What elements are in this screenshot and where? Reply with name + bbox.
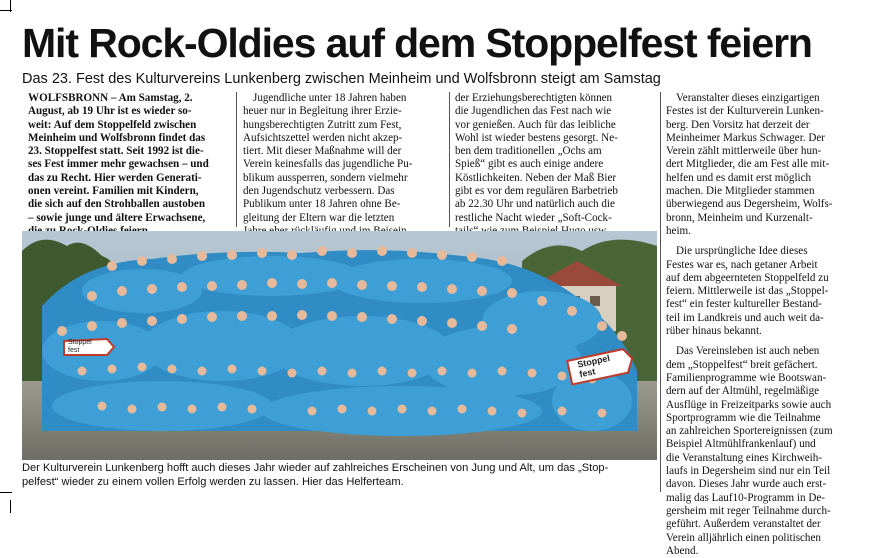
- col3-line: Wohl ist wieder bestens gesorgt. Ne-: [455, 131, 618, 144]
- col4-paragraph-2: [666, 245, 880, 338]
- col1-line: – sowie junge und ältere Erwachsene,: [28, 211, 206, 224]
- subheadline: Das 23. Fest des Kulturvereins Lunkenberg zwischen Meinheim und Wolfsbronn steigt am Samstag: [22, 71, 661, 87]
- column-1-lead: [28, 92, 228, 238]
- col3-line: Köstlichkeiten. Neben der Maß Bier: [455, 171, 617, 184]
- headline: Mit Rock-Oldies auf dem Stoppelfest feiern: [22, 20, 812, 66]
- col4-line: rüber hinaus bekannt.: [666, 325, 762, 338]
- col3-line: die Jugendlichen das Fest nach wie: [455, 105, 612, 118]
- col4-line: Beispiel Altmühlfrankenlauf) und: [666, 438, 816, 451]
- column-rule: [449, 92, 450, 227]
- col4-line: Die ursprüngliche Idee dieses: [676, 245, 808, 258]
- sign-left-text: Stoppel fest: [68, 339, 92, 354]
- col1-line: ses Fest immer mehr gewachsen – und: [28, 158, 209, 171]
- col4-line: die Veranstaltung eines Kirchweih-: [666, 451, 822, 464]
- col4-line: an zahlreichen Sportereignissen (zum: [666, 425, 833, 438]
- column-4: [666, 92, 880, 558]
- col2-line: heuer nur in Begleitung ihrer Erzie-: [243, 105, 402, 118]
- col4-line: gersheim mit reger Teilnahme durch-: [666, 504, 831, 517]
- col3-line: restliche Nacht wieder „Soft-Cock-: [455, 211, 612, 224]
- column-3: [455, 92, 655, 238]
- col4-line: Sportprogramm wie die Teilnahme: [666, 411, 821, 424]
- col1-line: Meinheim und Wolfsbronn findet das: [28, 131, 206, 144]
- col1-line: onen vereint. Familien mit Kindern,: [28, 185, 199, 198]
- col2-line: den Jugendschutz verbessern. Das: [243, 185, 395, 198]
- col4-line: geführt. Außerdem veranstaltet der: [666, 518, 821, 531]
- col4-line: machen. Die Mitglieder stammen: [666, 185, 815, 198]
- col4-line: Abend.: [666, 544, 699, 557]
- col2-line: Publikum unter 18 Jahren ohne Be-: [243, 198, 401, 211]
- col2-line: blikum aussperren, sondern vielmehr: [243, 171, 408, 184]
- col4-line: fest“ ein fester kultureller Bestand-: [666, 298, 822, 311]
- col3-line: ab 22.30 Uhr und natürlich auch die: [455, 198, 615, 211]
- col2-line: Verein keinesfalls das jugendliche Pu-: [243, 158, 413, 171]
- col1-line: 23. Stoppelfest statt. Seit 1992 ist die-: [28, 145, 204, 158]
- col4-line: laufs in Degersheim sind nur ein Teil: [666, 465, 831, 478]
- col4-line: Familienprogramme wie Bootswan-: [666, 371, 827, 384]
- photo-caption: [22, 462, 657, 489]
- col4-line: berg. Den Vorsitz hat derzeit der: [666, 118, 810, 131]
- caption-line: pelfest“ wieder zu einem vollen Erfolg werden zu lassen. Hier das Helferteam.: [22, 475, 404, 488]
- col3-line: vor genießen. Auch für das leibliche: [455, 118, 616, 131]
- col4-line: davon. Dieses Jahr wurde auch erst-: [666, 478, 827, 491]
- col4-line: feiern. Mittlerweile ist das „Stoppel-: [666, 285, 829, 298]
- col4-line: Meinheimer Markus Schwager. Der: [666, 131, 825, 144]
- col3-line: Spieß“ gibt es auch einige andere: [455, 158, 604, 171]
- col3-line: gibt es vor dem regulären Barbetrieb: [455, 185, 618, 198]
- col3-line: der Erziehungsberechtigten können: [455, 92, 613, 104]
- col1-line: das zu Recht. Hier werden Generati-: [28, 171, 202, 184]
- col2-line: tiert. Mit dieser Maßnahme will der: [243, 145, 402, 158]
- col2-line: hungsberechtigten Zutritt zum Fest,: [243, 118, 402, 131]
- caption-line: Der Kulturverein Lunkenberg hofft auch dieses Jahr wieder auf zahlreiches Erscheinen von Jung und Alt, um das „Stop-: [22, 462, 609, 474]
- col2-line: Aufsichtszettel werden nicht akzep-: [243, 131, 403, 144]
- col1-line: August, ab 19 Uhr ist es wieder so-: [28, 105, 192, 118]
- col4-paragraph-3: [666, 345, 880, 558]
- col1-line: die sich auf den Strohballen austoben: [28, 198, 206, 211]
- col4-line: dern auf der Altmühl, regelmäßige: [666, 385, 820, 398]
- col4-line: auf dem abgeernteten Stoppelfeld zu: [666, 271, 829, 284]
- crop-mark-bottom-left: [10, 500, 11, 513]
- col4-line: Veranstalter dieses einzigartigen: [676, 92, 820, 104]
- col2-line: Jugendliche unter 18 Jahren haben: [253, 92, 407, 104]
- column-rule: [236, 92, 237, 227]
- col4-line: Ausflüge in Freizeitparks sowie auch: [666, 398, 832, 411]
- col4-line: teil im Landkreis und auch weit da-: [666, 311, 824, 324]
- col4-line: dert Mitglieder, die am Fest alle mit-: [666, 158, 830, 171]
- group-photo-illustration: [22, 231, 657, 460]
- group-photo: [22, 231, 657, 460]
- col4-line: Verein alljährlich einen politischen: [666, 531, 821, 544]
- crop-mark-top-left-h: [0, 10, 12, 11]
- col4-line: bronn, Meinheim und Kurzenalt-: [666, 211, 813, 224]
- col4-paragraph-1: [666, 92, 880, 238]
- col4-line: Das Vereinsleben ist auch neben: [676, 345, 820, 358]
- col3-line: ben dem traditionellen „Ochs am: [455, 145, 602, 158]
- col4-line: Festes war es, nach getaner Arbeit: [666, 258, 818, 271]
- col4-line: heim.: [666, 224, 691, 237]
- column-2: [243, 92, 443, 238]
- col4-line: Verein zählt mittlerweile über hun-: [666, 145, 822, 158]
- column-rule: [660, 92, 661, 492]
- col4-line: malig das Lauf10-Programm in De-: [666, 491, 825, 504]
- col4-line: dem „Stoppelfest“ breit gefächert.: [666, 358, 818, 371]
- sign-right-text: Stoppel fest: [576, 352, 611, 380]
- col4-line: helfen und es damit erst möglich: [666, 171, 812, 184]
- crop-mark-bottom-left-h: [0, 492, 12, 493]
- col1-line: weit: Auf dem Stoppelfeld zwischen: [28, 118, 197, 131]
- col4-line: überwiegend aus Degersheim, Wolfs-: [666, 198, 833, 211]
- col2-line: gleitung der Eltern war die letzten: [243, 211, 395, 224]
- col1-line: WOLFSBRONN – Am Samstag, 2.: [28, 92, 193, 104]
- col4-line: Festes ist der Kulturverein Lunken-: [666, 105, 824, 118]
